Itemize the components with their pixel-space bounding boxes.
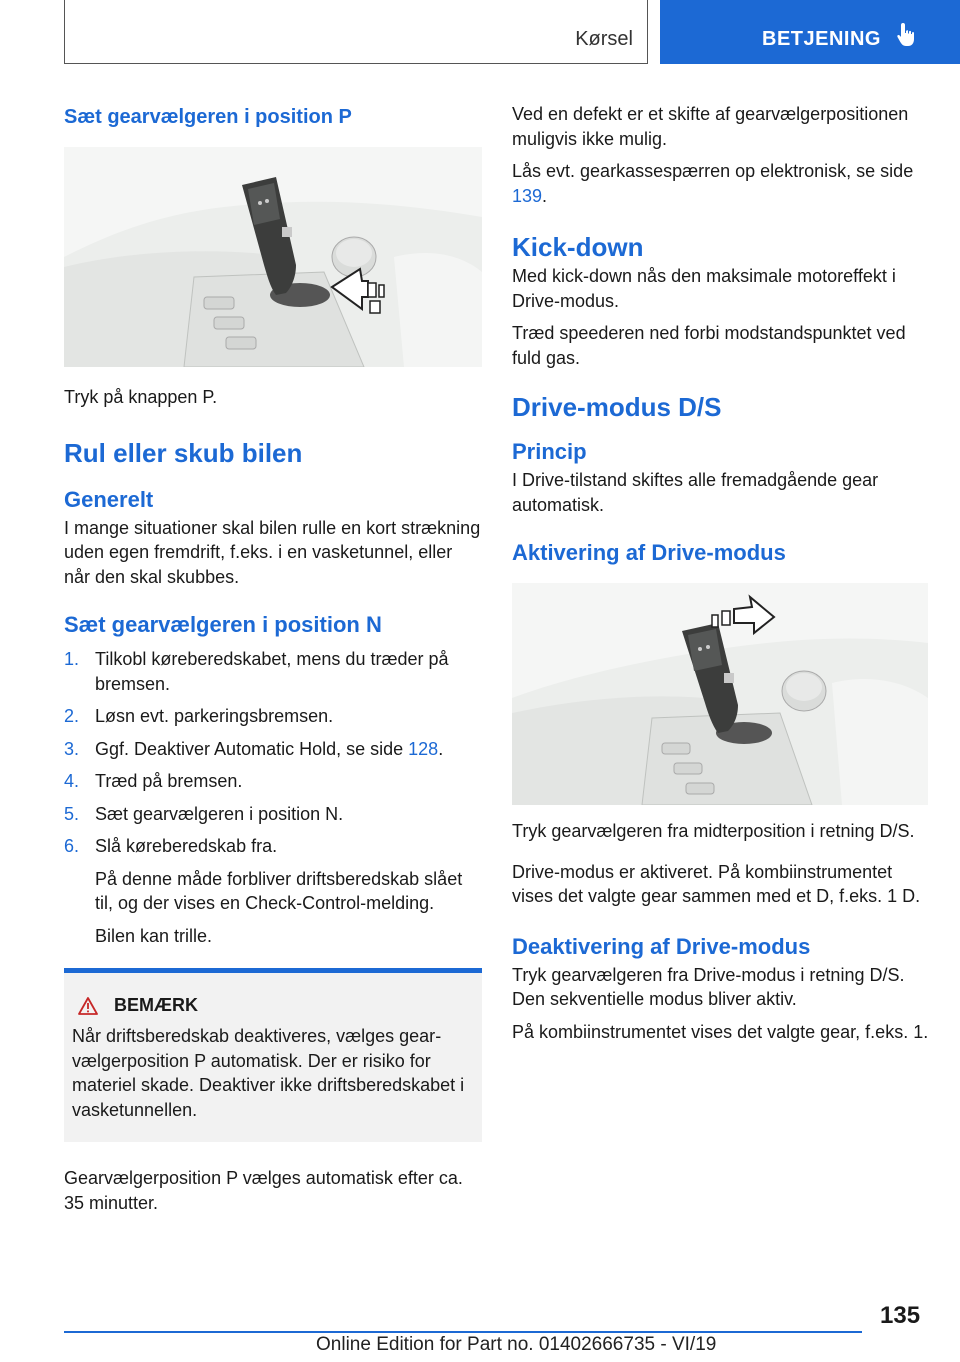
step6-sub-text-1: På denne måde forbliver driftsberedskab slået til, og der vises en Check-Control-melding. [95, 868, 463, 913]
step-text: Løsn evt. parkeringsbremsen. [95, 706, 334, 726]
right-column [512, 104, 930, 1044]
auto-p-text: Gearvælgerposition P vælges automatisk efter ca. 35 minutter. [64, 1168, 463, 1213]
step-number: 3. [64, 738, 80, 759]
step-text: Træd på bremsen. [95, 771, 243, 791]
heading-kickdown: Kick-down [512, 232, 644, 262]
general-text: I mange situationer skal bilen rulle en kort strækning uden egen fremdrift, f.eks. i en vasketunnel, eller når den skal skubbes. [64, 517, 481, 587]
heading-activate-drive: Aktivering af Drive-modus [512, 540, 786, 565]
header-chapter-box [660, 0, 960, 64]
kickdown-text: Med kick-down nås den maksimale motoreffekt i Drive-modus. [512, 266, 896, 311]
note-header [72, 995, 474, 1016]
heading-principle: Princip [512, 439, 587, 464]
step-text: Tilkobl køreberedskabet, mens du træder på bremsen. [95, 649, 449, 694]
footer-edition: Online Edition for Part no. 01402666735 - VI/19 [316, 1334, 717, 1355]
step-text-end: . [438, 738, 444, 759]
heading-position-n: Sæt gearvælgeren i position N [64, 612, 382, 637]
activate-caption: Tryk gearvælgeren fra midterposition i retning D/S. [512, 821, 915, 841]
step-text: Sæt gearvælgeren i position N. [95, 803, 344, 824]
caption-press-p: Tryk på knappen P. [64, 387, 218, 407]
list-item [64, 802, 482, 827]
heading-drive-mode: Drive-modus D/S [512, 392, 722, 422]
note-box [64, 968, 482, 1142]
heading-deactivate-drive: Deaktivering af Drive-modus [512, 933, 811, 959]
list-item [64, 769, 482, 794]
section-title: Kørsel [575, 28, 633, 50]
list-item [64, 704, 482, 729]
list-item [64, 737, 482, 762]
unlock-text-body: Lås evt. gearkassespærren op elektronisk, se side [512, 161, 914, 181]
heading-general: Generelt [64, 486, 154, 512]
left-column [64, 104, 482, 1215]
page-link-139[interactable]: 139 [512, 185, 543, 206]
footer-rule [64, 1331, 862, 1333]
gear-selector-p-illustration [64, 147, 482, 367]
warning-triangle-icon [78, 996, 98, 1016]
page-number: 135 [880, 1302, 921, 1329]
step-number: 2. [64, 706, 80, 726]
step-number: 5. [64, 803, 80, 824]
step-number: 1. [64, 649, 80, 669]
step-number: 6. [64, 836, 80, 856]
unlock-text [512, 159, 930, 208]
chapter-title: BETJENING [762, 28, 881, 50]
kickdown-text-2: Træd speederen ned forbi modstandspunktet ved fuld gas. [512, 323, 906, 368]
unlock-text-end: . [542, 185, 548, 206]
step6-sub-text-2: Bilen kan trille. [95, 925, 213, 946]
principle-text: I Drive-tilstand skiftes alle fremadgående gear automatisk. [512, 470, 879, 515]
heading-roll-car: Rul eller skub bilen [64, 437, 303, 468]
heading-position-p: Sæt gearvælgeren i position P [64, 106, 352, 128]
deactivate-text: Tryk gearvælgeren fra Drive-modus i retning D/S. Den sekventielle modus bliver aktiv. [512, 964, 905, 1009]
note-text: Når driftsberedskab deaktiveres, vælges gearvælgerposition P automatisk. Der er risiko for materiel skade. Deaktiver ikke driftsberedskabet i vasketunnellen. [72, 1026, 465, 1120]
list-item [64, 834, 482, 859]
activated-text: Drive-modus er aktiveret. På kombiinstrumentet vises det valgte gear sammen med et D, f.eks. 1 D. [512, 861, 921, 906]
page-link-128[interactable]: 128 [408, 738, 439, 759]
defect-text: Ved en defekt er et skifte af gearvælgerpositionen muligvis ikke mulig. [512, 104, 909, 149]
deactivate-text-2: På kombiinstrumentet vises det valgte gear, f.eks. 1. [512, 1021, 929, 1042]
steps-list [64, 647, 482, 859]
step-text: Slå køreberedskab fra. [95, 836, 278, 856]
header-section-box [64, 0, 648, 64]
gear-selector-ds-illustration [512, 583, 928, 805]
note-title: BEMÆRK [114, 995, 198, 1015]
list-item [64, 647, 482, 696]
hand-pointer-icon [896, 22, 918, 53]
step-text: Ggf. Deaktiver Automatic Hold, se side [95, 738, 409, 759]
step-number: 4. [64, 771, 80, 791]
